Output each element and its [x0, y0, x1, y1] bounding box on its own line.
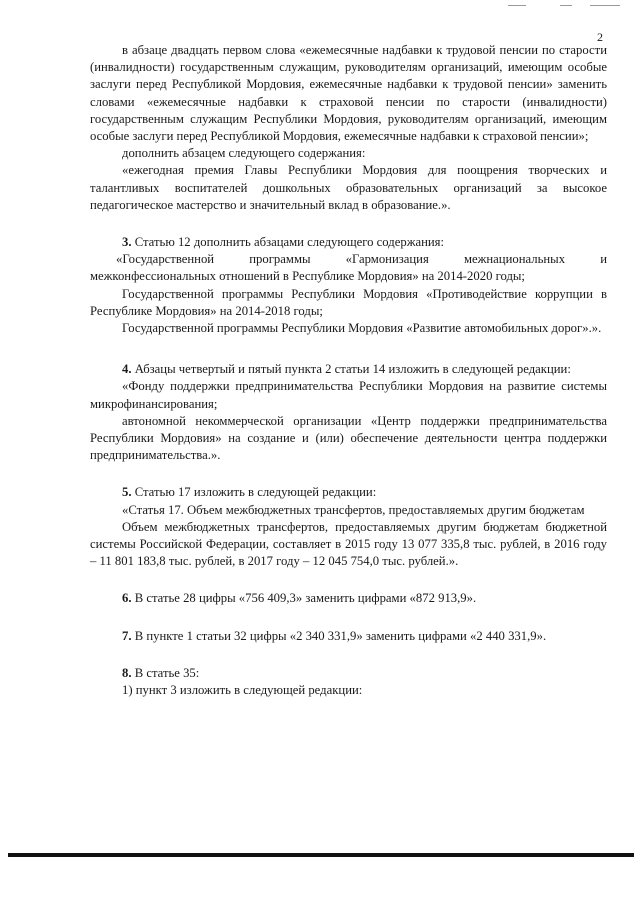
paragraph-item-7: 7. В пункте 1 статьи 32 цифры «2 340 331,9» заменить цифрами «2 440 331,9».: [122, 628, 547, 643]
scan-mark-top-right: [560, 5, 572, 6]
bottom-rule: [8, 853, 634, 857]
paragraph-program-harmonization: «Государственной программы «Гармонизация межнациональных и межконфессиональных отношений в Республике Мордовия» на 2014-2020 годы;: [90, 252, 607, 284]
page-number: 2: [597, 30, 603, 44]
item-number: 4.: [122, 362, 132, 377]
paragraph-article-17-title: «Статья 17. Объем межбюджетных трансфертов, предоставляемых другим бюджетам: [122, 502, 585, 517]
document-body: [90, 42, 607, 699]
paragraph-item-6: 6. В статье 28 цифры «756 409,3» заменить цифрами «872 913,9».: [122, 591, 477, 606]
paragraph-item-8: 8. В статье 35:: [122, 665, 200, 680]
paragraph-ano-center: автономной некоммерческой организации «Центр поддержки предпринимательства Республики Мордовия» на создание и (или) обеспечение деятельности центра поддержки предпринимательства.».: [90, 413, 607, 463]
paragraph-quote-premium: «ежегодная премия Главы Республики Мордовия для поощрения творческих и талантливых воспитателей дошкольных образовательных организаций за высокое педагогическое мастерство и значительный вклад в образование.».: [90, 163, 607, 212]
paragraph-item-3: 3. Статью 12 дополнить абзацами следующего содержания:: [122, 235, 445, 250]
paragraph-add-abzac: дополнить абзацем следующего содержания:: [122, 146, 366, 161]
paragraph-article-17-body: Объем межбюджетных трансфертов, предоставляемых другим бюджетам бюджетной системы Российской Федерации, составляет в 2015 году 13 077 335,8 тыс. рублей, в 2016 году – 11 801 183,8 тыс. рублей, в 2017 году – 12 045 754,0 тыс. рублей.».: [90, 519, 607, 569]
paragraph-item-4: 4. Абзацы четвертый и пятый пункта 2 статьи 14 изложить в следующей редакции:: [122, 362, 571, 377]
item-number: 8.: [122, 665, 132, 680]
scan-mark-top-right: [590, 5, 620, 6]
paragraph-amendment-abzac-21: в абзаце двадцать первом слова «ежемесячные надбавки к трудовой пенсии по старости (инвалидности) государственным служащим, руководителям организаций, имеющим особые заслуги перед Республикой Мордовия, ежемесячные надбавки к трудовой пенсии» заменить словами «ежемесячные надбавки к страховой пенсии по старости (инвалидности) государственным служащим Республики Мордовия, руководителям организаций, имеющим особые заслуги перед Республикой Мордовия, ежемесячные надбавки к страховой пенсии»;: [90, 43, 607, 144]
paragraph-item-5: 5. Статью 17 изложить в следующей редакции:: [122, 485, 377, 500]
paragraph-item-8-sub-1: 1) пункт 3 изложить в следующей редакции:: [122, 683, 363, 698]
scan-mark-top-right: [508, 5, 526, 6]
paragraph-fund-support: «Фонду поддержки предпринимательства Республики Мордовия на развитие системы микрофинансирования;: [90, 379, 607, 411]
item-number: 7.: [122, 628, 132, 643]
paragraph-program-roads: Государственной программы Республики Мордовия «Развитие автомобильных дорог».».: [122, 321, 602, 336]
paragraph-program-anticorruption: Государственной программы Республики Мордовия «Противодействие коррупции в Республике Мордовия» на 2014-2018 годы;: [90, 286, 607, 318]
item-number: 6.: [122, 591, 132, 606]
item-number: 5.: [122, 485, 132, 500]
item-number: 3.: [122, 235, 132, 250]
